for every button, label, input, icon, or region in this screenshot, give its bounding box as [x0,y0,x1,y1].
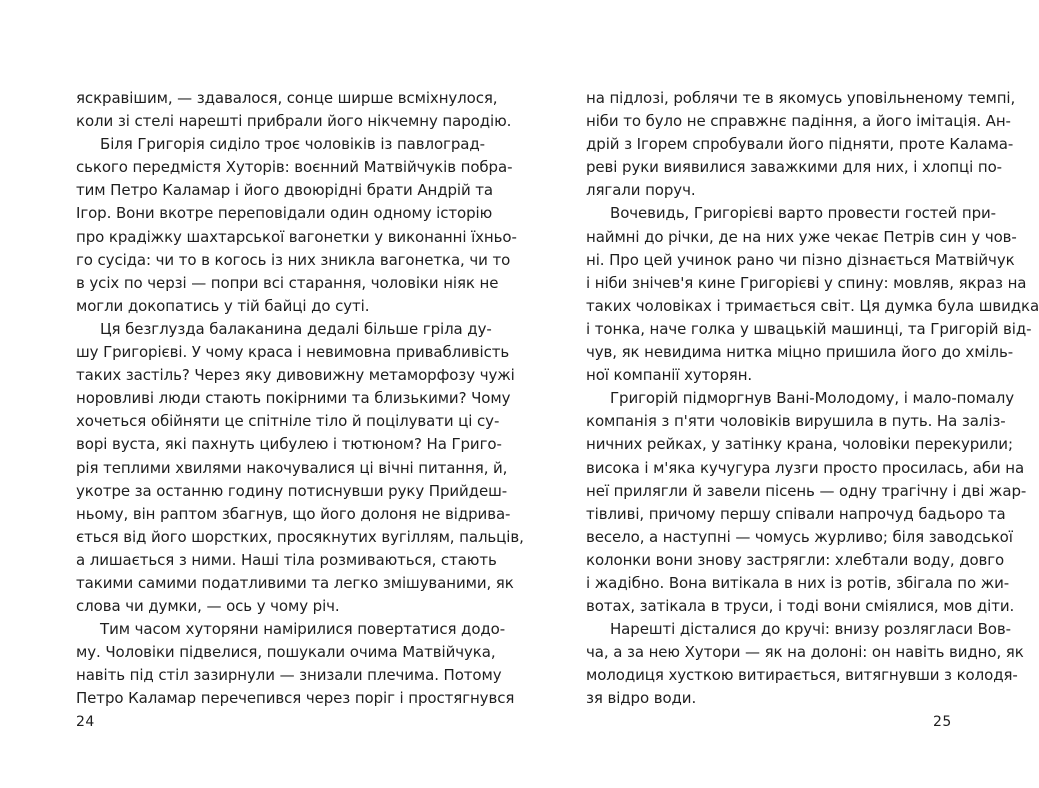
text-line: Петро Каламар перечепився через поріг і простягнувся [76,689,515,708]
text-line: хочеться обійняти це спітніле тіло й поцілувати ці су- [76,412,500,431]
text-line: слова чи думки, — ось у чому річ. [76,597,340,616]
text-line: компанія з п'яти чоловіків вирушила в путь. На заліз- [586,412,1006,431]
text-line: навіть під стіл зазирнули — знизали плечима. Потому [76,666,502,685]
text-line: чув, як невидима нитка міцно пришила його до хміль- [586,343,1014,362]
text-line: шу Григорієві. У чому краса і невимовна привабливість [76,343,510,362]
text-line: тівливі, причому першу співали напрочуд бадьоро та [586,504,1006,523]
text-line: коли зі стелі нарешті прибрали його нікчемну пародію. [76,112,512,131]
text-line: таких чоловіках і тримається світ. Ця думка була швидка [586,296,1039,315]
text-line: лягали поруч. [586,181,696,200]
text-line: Біля Григорія сиділо троє чоловіків із павлоград- [100,135,485,154]
text-line: а лишається з ними. Наші тіла розмиваються, стають [76,550,497,569]
text-line: ча, а за нею Хутори — як на долоні: он навіть видно, як [586,643,1024,662]
text-line: і тонка, наче голка у швацькій машинці, та Григорій від- [586,319,1032,338]
text-line: ється від його шорстких, просякнутих вугіллям, пальців, [76,527,524,546]
text-line: ньому, він раптом збагнув, що його долоня не відрива- [76,504,511,523]
text-line: му. Чоловіки підвелися, пошукали очима Матвійчука, [76,643,496,662]
text-line: в усіх по черзі — попри всі старання, чоловіки ніяк не [76,273,499,292]
text-line: вотах, затікала в труси, і тоді вони сміялися, мов діти. [586,597,1015,616]
text-line: рія теплими хвилями накочувалися ці вічні питання, й, [76,458,508,477]
text-line: і жадібно. Вона витікала в них із ротів, збігала по жи- [586,573,1010,592]
text-line: реві руки виявилися заважкими для них, і хлопці по- [586,158,1002,177]
right-page-text [586,87,1039,711]
text-line: ничних рейках, у затінку крана, чоловіки перекурили; [586,435,1013,454]
text-line: ворі вуста, які пахнуть цибулею і тютюном? На Григо- [76,435,502,454]
text-line: весело, а наступні — чомусь журливо; біля заводської [586,527,1013,546]
text-line: колонки вони знову застрягли: хлебтали воду, довго [586,550,1005,569]
text-line: неї прилягли й завели пісень — одну трагічну і дві жар- [586,481,1027,500]
text-line: і ніби знічев'я кине Григорієві у спину: мовляв, якраз на [586,273,1027,292]
text-line: про крадіжку шахтарської вагонетки у виконанні їхньо- [76,227,517,246]
text-line: яскравішим, — здавалося, сонце ширше всміхнулося, [76,89,498,107]
text-line: го сусіда: чи то в когось із них зникла вагонетка, чи то [76,250,511,269]
text-line: таких застіль? Через яку дивовижну метаморфозу чужі [76,366,515,385]
text-line: Ігор. Вони вкотре переповідали один одному історію [76,204,493,223]
right-page [512,0,1039,788]
left-page-text [76,87,524,711]
text-line: Ця безглузда балаканина дедалі більше гріла ду- [100,319,492,338]
text-line: молодиця хусткою витирається, витягнувши з колодя- [586,666,1018,685]
text-line: дрій з Ігорем спробували його підняти, проте Калама- [586,135,1014,154]
text-line: ського передмістя Хуторів: воєнний Матвійчуків побра- [76,158,513,177]
page-number-left: 24 [76,714,95,730]
text-line: ніби то було не справжнє падіння, а його імітація. Ан- [586,112,1011,131]
text-line: висока і м'яка кучугура лузги просто просилась, аби на [586,458,1025,477]
text-line: зя відро води. [586,689,697,708]
text-line: ної компанії хуторян. [586,366,753,385]
text-line: норовливі люди стають покірними та близькими? Чому [76,389,511,408]
text-line: тим Петро Каламар і його двоюрідні брати Андрій та [76,181,493,200]
text-line: наймні до річки, де на них уже чекає Петрів син у чов- [586,227,1017,246]
text-line: такими самими податливими та легко змішуваними, як [76,573,514,592]
text-line: укотре за останню годину потиснувши руку Прийдеш- [76,481,508,500]
text-line: на підлозі, роблячи те в якомусь уповільненому темпі, [586,89,1016,107]
text-line: Григорій підморгнув Вані-Молодому, і мало-помалу [610,389,1015,408]
text-line: могли докопатись у тій байці до суті. [76,296,370,315]
text-line: Тим часом хуторяни намірилися повертатися додо- [100,620,506,639]
text-line: ні. Про цей учинок рано чи пізно дізнається Матвійчук [586,250,1015,269]
text-line: Вочевидь, Григорієві варто провести гостей при- [610,204,996,223]
page-number-right: 25 [933,714,952,730]
text-line: Нарешті дісталися до кручі: внизу розлягласи Вов- [610,620,1011,639]
